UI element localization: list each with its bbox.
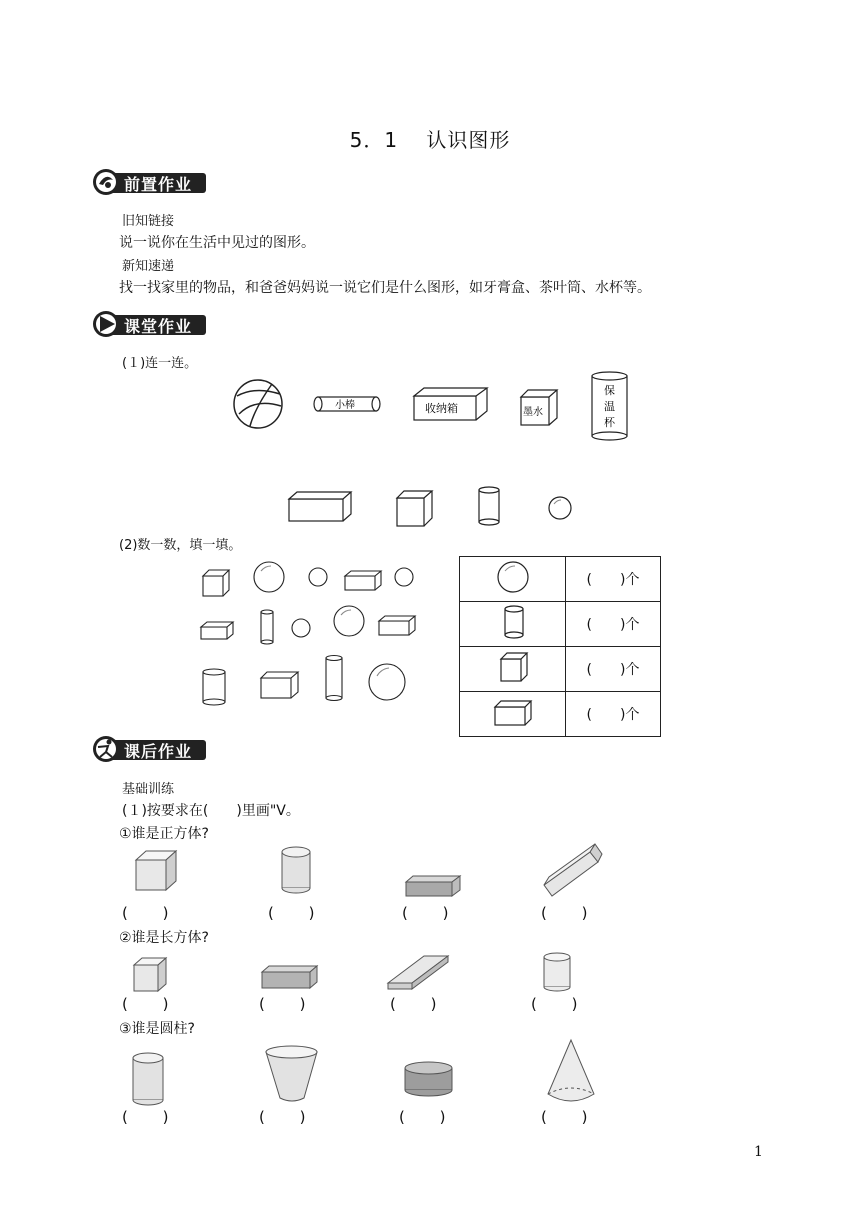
cylinder-icon bbox=[544, 953, 570, 991]
answer-c3[interactable]: ( ) bbox=[399, 1108, 446, 1126]
basic-training: 基础训练 bbox=[122, 782, 175, 797]
q-cuboid: ②谁是长方体? bbox=[119, 930, 209, 946]
row-c-shapes bbox=[120, 1036, 620, 1108]
count-blank-cylinder[interactable]: ( )个 bbox=[566, 602, 661, 647]
slanted-cuboid-icon bbox=[388, 956, 448, 989]
table-row bbox=[460, 692, 661, 737]
table-cell-shape bbox=[460, 602, 566, 647]
row-a-shapes bbox=[120, 840, 620, 902]
cone-icon bbox=[548, 1040, 594, 1101]
sphere-icon bbox=[334, 606, 364, 636]
banner-pre bbox=[90, 168, 210, 196]
banner-class bbox=[90, 310, 210, 338]
ink-label: 墨水 bbox=[523, 407, 543, 418]
cuboid-icon bbox=[261, 672, 298, 698]
cuboid-icon bbox=[289, 492, 351, 521]
ink-bottle-icon bbox=[521, 390, 557, 425]
banner-class-label: 课堂作业 bbox=[124, 317, 193, 336]
sphere-icon bbox=[549, 497, 571, 519]
page-title: 5．1 认识图形 bbox=[349, 128, 511, 152]
count-table bbox=[459, 556, 661, 737]
stick-label: 小棒 bbox=[335, 400, 355, 411]
table-cell-shape bbox=[460, 692, 566, 737]
cylinder-icon bbox=[493, 603, 533, 641]
table-row bbox=[460, 557, 661, 602]
new-text: 找一找家里的物品，和爸爸妈妈说一说它们是什么图形，如牙膏盒、茶叶筒、水杯等。 bbox=[119, 280, 651, 296]
cylinder-icon bbox=[261, 610, 273, 644]
cylinder-icon bbox=[203, 669, 225, 705]
count-shapes bbox=[195, 558, 425, 708]
count-blank-cuboid[interactable]: ( )个 bbox=[566, 692, 661, 737]
table-row bbox=[460, 647, 661, 692]
cup-label-2: 温 bbox=[604, 400, 615, 413]
answer-a3[interactable]: ( ) bbox=[402, 904, 449, 922]
table-cell-shape bbox=[460, 557, 566, 602]
cylinder-icon bbox=[479, 487, 499, 525]
answer-c2[interactable]: ( ) bbox=[259, 1108, 306, 1126]
answer-b1[interactable]: ( ) bbox=[122, 995, 169, 1013]
answer-b4[interactable]: ( ) bbox=[531, 995, 578, 1013]
q-cylinder: ③谁是圆柱? bbox=[119, 1021, 195, 1037]
answer-a1[interactable]: ( ) bbox=[122, 904, 169, 922]
banner-after bbox=[90, 735, 210, 763]
thermos-cup-icon bbox=[592, 372, 627, 440]
cube-icon bbox=[134, 958, 166, 991]
short-cylinder-icon bbox=[405, 1062, 452, 1096]
q-count: (2)数一数，填一填。 bbox=[119, 538, 242, 553]
answer-b2[interactable]: ( ) bbox=[259, 995, 306, 1013]
q-cube: ①谁是正方体? bbox=[119, 826, 209, 842]
row-b-shapes bbox=[120, 945, 620, 995]
answer-c4[interactable]: ( ) bbox=[541, 1108, 588, 1126]
cylinder-icon bbox=[282, 847, 310, 893]
cuboid-icon bbox=[201, 622, 233, 639]
objects-row bbox=[225, 368, 645, 443]
cube-icon bbox=[203, 570, 229, 596]
answer-a2[interactable]: ( ) bbox=[268, 904, 315, 922]
sphere-icon bbox=[292, 619, 310, 637]
sphere-icon bbox=[254, 562, 284, 592]
sphere-icon bbox=[395, 568, 413, 586]
slanted-cuboid-icon bbox=[544, 844, 602, 896]
page-number: 1 bbox=[754, 1144, 763, 1160]
old-text: 说一说你在生活中见过的图形。 bbox=[119, 235, 315, 251]
cuboid-icon bbox=[379, 616, 415, 635]
cube-icon bbox=[397, 491, 432, 526]
cuboid-icon bbox=[491, 693, 535, 731]
q-mark: (１)按要求在( )里画"V。 bbox=[122, 803, 300, 819]
cuboid-icon bbox=[345, 571, 381, 590]
count-blank-cube[interactable]: ( )个 bbox=[566, 647, 661, 692]
cylinder-icon bbox=[133, 1053, 163, 1105]
banner-after-label: 课后作业 bbox=[124, 742, 193, 761]
answer-c1[interactable]: ( ) bbox=[122, 1108, 169, 1126]
shapes-row bbox=[285, 484, 585, 529]
table-cell-shape bbox=[460, 647, 566, 692]
table-row bbox=[460, 602, 661, 647]
old-heading: 旧知链接 bbox=[122, 214, 175, 229]
sphere-icon bbox=[369, 664, 405, 700]
q-connect: (１)连一连。 bbox=[122, 356, 198, 371]
count-blank-sphere[interactable]: ( )个 bbox=[566, 557, 661, 602]
answer-b3[interactable]: ( ) bbox=[390, 995, 437, 1013]
cuboid-icon bbox=[262, 966, 317, 988]
stick-icon bbox=[314, 397, 380, 411]
cube-icon bbox=[136, 851, 176, 890]
cup-label-1: 保 bbox=[604, 384, 615, 397]
cube-icon bbox=[493, 648, 533, 686]
new-heading: 新知速递 bbox=[122, 259, 175, 274]
sphere-icon bbox=[309, 568, 327, 586]
cup-label-3: 杯 bbox=[604, 416, 615, 429]
frustum-icon bbox=[266, 1046, 317, 1101]
box-label: 收纳箱 bbox=[425, 402, 458, 415]
storage-box-icon bbox=[414, 388, 487, 420]
ball-icon bbox=[234, 380, 282, 428]
sphere-icon bbox=[493, 558, 533, 596]
cuboid-icon bbox=[406, 876, 460, 896]
banner-pre-label: 前置作业 bbox=[124, 175, 193, 194]
cylinder-icon bbox=[326, 656, 342, 701]
answer-a4[interactable]: ( ) bbox=[541, 904, 588, 922]
